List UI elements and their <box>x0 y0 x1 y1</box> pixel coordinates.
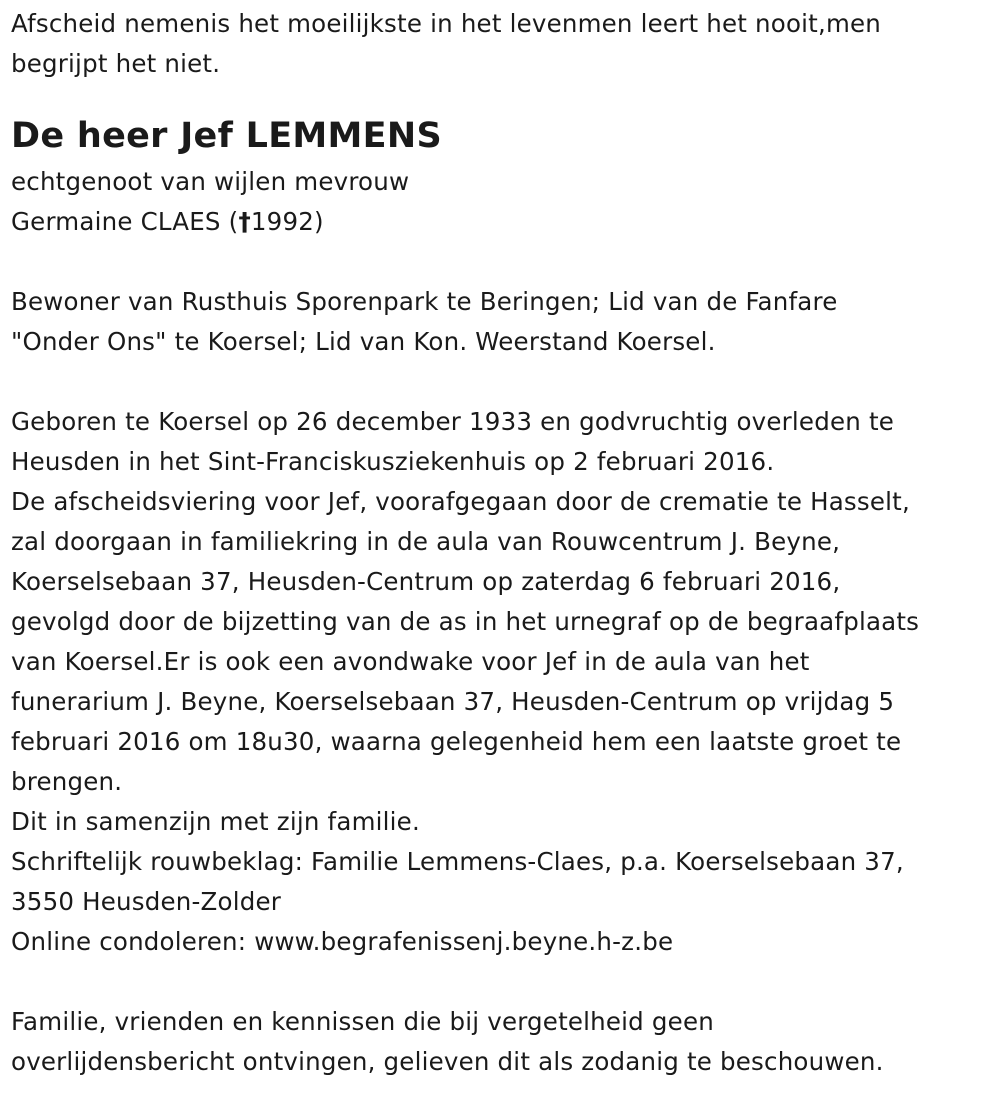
closing-line-1: Familie, vrienden en kennissen die bij vergetelheid geen <box>11 1007 714 1036</box>
intro-line-1: Afscheid nemenis het moeilijkste in het levenmen leert het nooit,men <box>11 9 882 38</box>
details-line: van Koersel.Er is ook een avondwake voor Jef in de aula van het <box>11 647 810 676</box>
deceased-name: De heer Jef LEMMENS <box>11 116 442 156</box>
obituary-notice <box>11 4 991 1082</box>
intro-line-2: begrijpt het niet. <box>11 49 221 78</box>
closing-line-2: overlijdensbericht ontvingen, gelieven dit als zodanig te beschouwen. <box>11 1047 884 1076</box>
condolence-address-city: 3550 Heusden-Zolder <box>11 887 281 916</box>
spouse-death-year: 1992) <box>250 207 324 236</box>
cross-icon: † <box>238 207 251 236</box>
details-line: Heusden in het Sint-Franciskusziekenhuis op 2 februari 2016. <box>11 447 775 476</box>
condolence-address: Schriftelijk rouwbeklag: Familie Lemmens-Claes, p.a. Koerselsebaan 37, <box>11 847 904 876</box>
membership-line-1: Bewoner van Rusthuis Sporenpark te Beringen; Lid van de Fanfare <box>11 287 838 316</box>
spacer <box>11 962 991 1002</box>
details-line: brengen. <box>11 767 123 796</box>
intro-quote <box>11 4 991 84</box>
details-line: Geboren te Koersel op 26 december 1933 en godvruchtig overleden te <box>11 407 895 436</box>
spouse-line-2 <box>11 202 991 242</box>
spacer <box>11 242 991 282</box>
spouse-name: Germaine CLAES ( <box>11 207 239 236</box>
funeral-details <box>11 402 991 962</box>
spouse-line-1: echtgenoot van wijlen mevrouw <box>11 167 410 196</box>
details-line: februari 2016 om 18u30, waarna gelegenheid hem een laatste groet te <box>11 727 902 756</box>
details-line: Koerselsebaan 37, Heusden-Centrum op zaterdag 6 februari 2016, <box>11 567 841 596</box>
details-line: gevolgd door de bijzetting van de as in het urnegraf op de begraafplaats <box>11 607 920 636</box>
details-line: zal doorgaan in familiekring in de aula van Rouwcentrum J. Beyne, <box>11 527 841 556</box>
closing-note <box>11 1002 991 1082</box>
membership-info <box>11 282 991 362</box>
family-note: Dit in samenzijn met zijn familie. <box>11 807 420 836</box>
online-condolence: Online condoleren: www.begrafenissenj.beyne.h-z.be <box>11 927 674 956</box>
membership-line-2: "Onder Ons" te Koersel; Lid van Kon. Weerstand Koersel. <box>11 327 716 356</box>
details-line: De afscheidsviering voor Jef, voorafgegaan door de crematie te Hasselt, <box>11 487 910 516</box>
spacer <box>11 362 991 402</box>
details-line: funerarium J. Beyne, Koerselsebaan 37, Heusden-Centrum op vrijdag 5 <box>11 687 895 716</box>
spouse-info <box>11 162 991 242</box>
